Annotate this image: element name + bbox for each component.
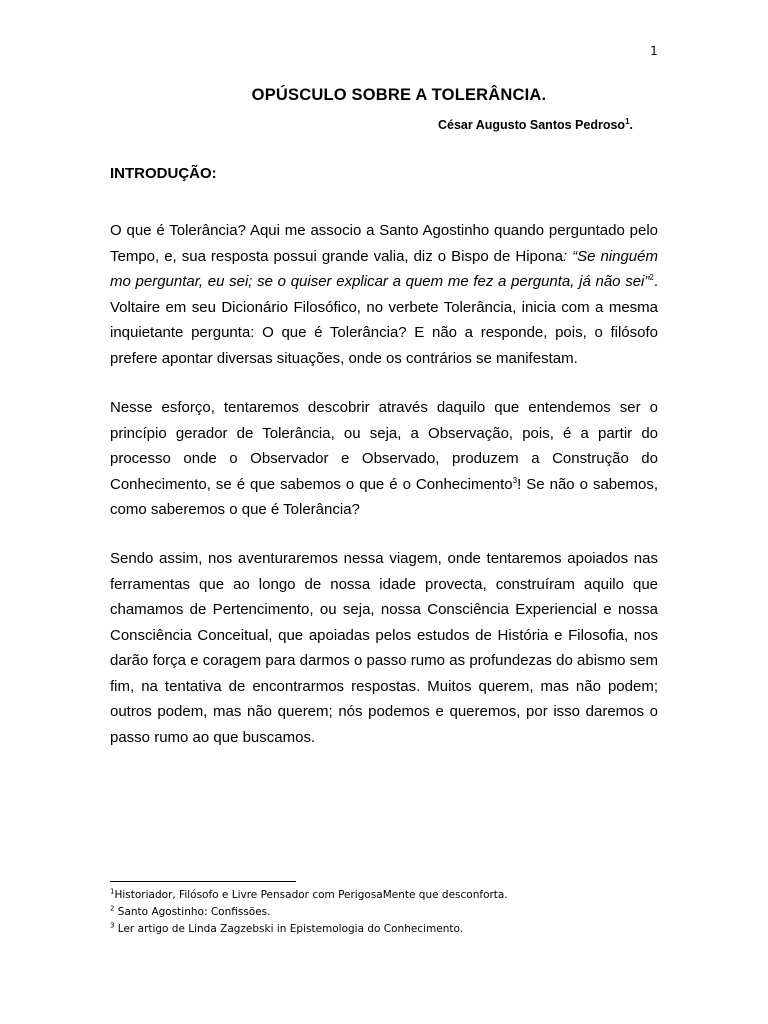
paragraph-3: Sendo assim, nos aventuraremos nessa viagem, onde tentaremos apoiados nas ferramentas que ao longo de nossa idade provecta, construíram aquilo que chamamos de Pertencimento, ou seja, nossa Consciência Experiencial e nossa Consciência Conceitual, que apoiadas pelos estudos de História e Filosofia, nos darão força e coragem para darmos o passo rumo as profundezas do abismo sem fim, na tentativa de encontrarmos respostas. Muitos querem, mas não podem; outros podem, mas não querem; nós podemos e queremos, por isso daremos o passo rumo ao que buscamos. (110, 550, 658, 746)
document-title: OPÚSCULO SOBRE A TOLERÂNCIA. (251, 86, 547, 104)
paragraph-1-text: O que é Tolerância? Aqui me associo a Santo Agostinho quando perguntado pelo Tempo, e, sua resposta possui grande valia, diz o Bispo de Hipona (110, 222, 658, 265)
footnotes (110, 887, 508, 938)
footnote-text: Historiador, Filósofo e Livre Pensador com PerigosaMente que desconforta. (114, 889, 508, 901)
footnote-number: 3 (110, 921, 115, 930)
footnote-text: Santo Agostinho: Confissões. (114, 906, 271, 918)
paragraph-1-continuation: . Voltaire em seu Dicionário Filosófico, no verbete Tolerância, inicia com a mesma inquietante pergunta: O que é Tolerância? E não a responde, pois, o filósofo prefere apontar diversas situações, onde os contrários se manifestam. (110, 273, 658, 367)
footnote-number: 2 (110, 904, 115, 913)
augustine-quote: : “Se ninguém mo perguntar, eu sei; se o quiser explicar a quem me fez a pergunta, já não sei” (110, 247, 658, 290)
footnote-1 (110, 887, 508, 904)
footnote-text: Ler artigo de Linda Zagzebski in Epistemologia do Conhecimento. (114, 923, 464, 935)
author-suffix: . (629, 118, 633, 132)
footnote-3 (110, 921, 508, 938)
author-name: César Augusto Santos Pedroso (437, 118, 626, 132)
page-number: 1 (650, 44, 658, 58)
paragraph-1 (110, 218, 658, 371)
footnote-number: 1 (110, 887, 115, 896)
author-footnote-ref[interactable]: 1 (625, 116, 630, 126)
footnote-ref-3[interactable]: 3 (512, 475, 518, 485)
footnote-ref-2[interactable]: 2 (649, 273, 654, 282)
author-line (438, 118, 633, 132)
paragraph-2-continuation: ! Se não o sabemos, como saberemos o que é Tolerância? (110, 475, 658, 518)
section-heading: INTRODUÇÃO: (110, 165, 217, 182)
paragraph-2 (110, 395, 658, 523)
paragraph-2-text: Nesse esforço, tentaremos descobrir através daquilo que entendemos ser o princípio gerador de Tolerância, ou seja, a Observação, pois, é a partir do processo onde o Observador e Observado, produzem a Construção do Conhecimento, se é que sabemos o que é o Conhecimento (110, 399, 658, 493)
footnote-2 (110, 904, 508, 921)
footnote-divider (110, 881, 296, 882)
